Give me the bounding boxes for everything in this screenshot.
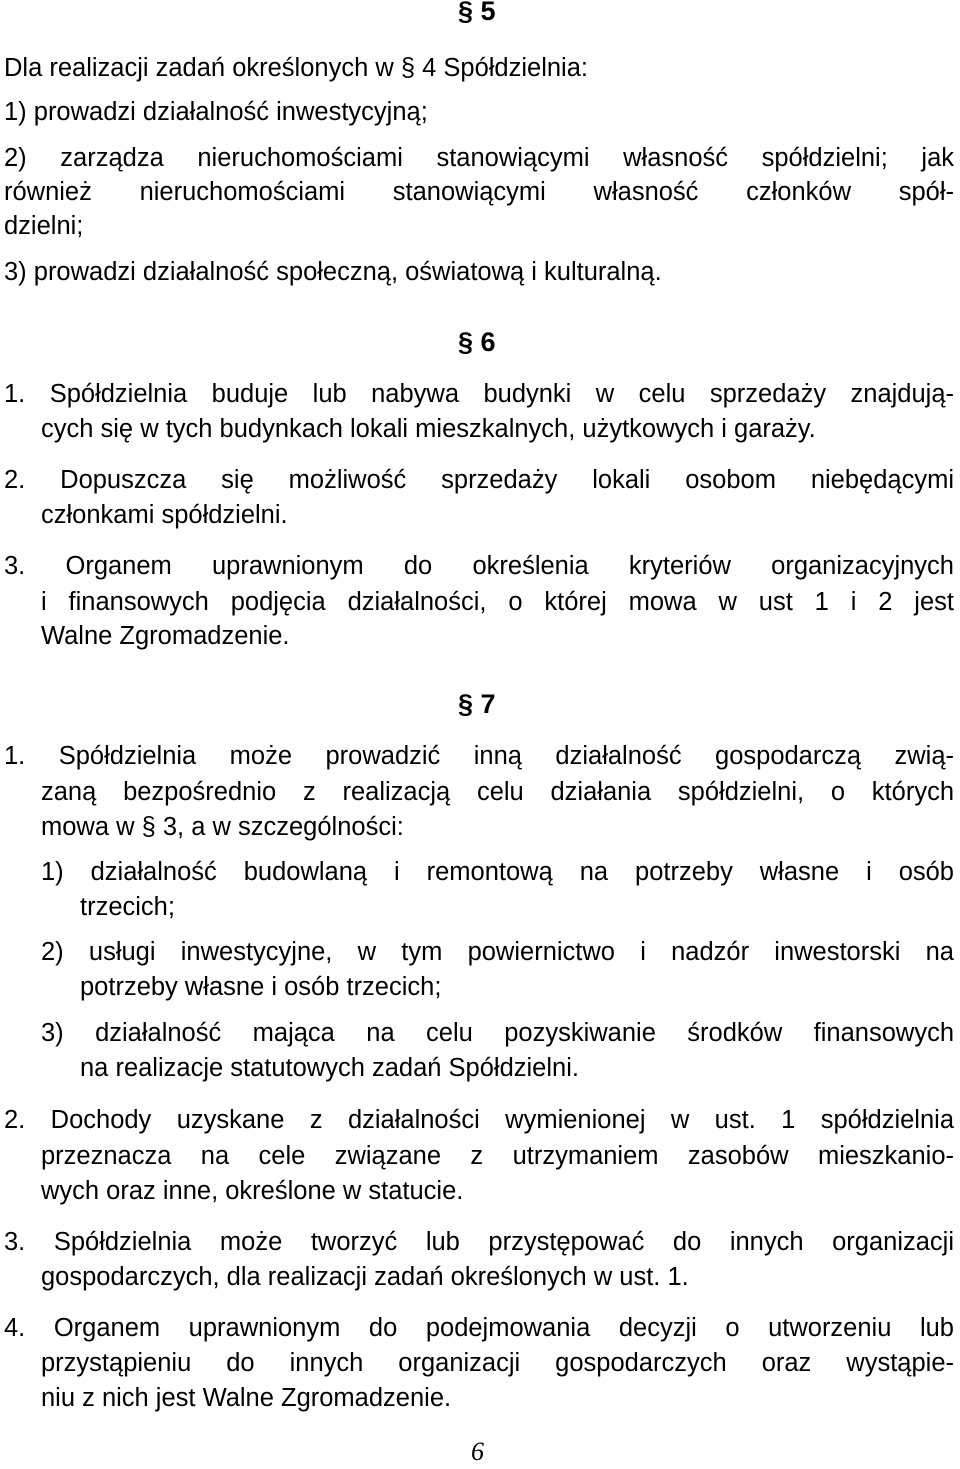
section-6-para-3-line-2: i finansowych podjęcia działalności, o której mowa w ust 1 i 2 jest <box>41 588 954 616</box>
section-6-para-2-line-2: członkami spółdzielni. <box>41 501 288 529</box>
section-7-heading: § 7 <box>458 689 496 719</box>
section-7-subitem-2-line-2: potrzeby własne i osób trzecich; <box>80 973 442 1001</box>
section-7-para-1-line-2: zaną bezpośrednio z realizacją celu działania spółdzielni, o których <box>41 778 954 806</box>
section-7-para-4-line-1: 4. Organem uprawnionym do podejmowania decyzji o utworzeniu lub <box>4 1314 954 1342</box>
section-5-item-2-line-3: dzielni; <box>4 212 84 240</box>
section-6-para-3-line-1: 3. Organem uprawnionym do określenia kryteriów organizacyjnych <box>4 552 954 580</box>
section-7-subitem-1-line-1: 1) działalność budowlaną i remontową na potrzeby własne i osób <box>41 858 954 886</box>
section-6-para-3-line-3: Walne Zgromadzenie. <box>41 622 290 650</box>
section-7-para-3-line-1: 3. Spółdzielnia może tworzyć lub przystępować do innych organizacji <box>4 1228 954 1256</box>
section-7-para-4-line-3: niu z nich jest Walne Zgromadzenie. <box>41 1384 452 1412</box>
section-7-para-1-line-3: mowa w § 3, a w szczególności: <box>41 813 404 841</box>
section-5-item-2-line-2: również nieruchomościami stanowiącymi własność członków spół- <box>4 178 954 206</box>
section-7-para-4-line-2: przystąpieniu do innych organizacji gospodarczych oraz wystąpie- <box>41 1349 954 1377</box>
section-7-subitem-3-line-1: 3) działalność mająca na celu pozyskiwanie środków finansowych <box>41 1019 954 1047</box>
section-5-item-1: 1) prowadzi działalność inwestycyjną; <box>4 98 428 126</box>
section-5-item-2-line-1: 2) zarządza nieruchomościami stanowiącymi własność spółdzielni; jak <box>4 144 954 172</box>
section-7-subitem-2-line-1: 2) usługi inwestycyjne, w tym powiernictwo i nadzór inwestorski na <box>41 938 954 966</box>
section-6-para-1-line-1: 1. Spółdzielnia buduje lub nabywa budynki w celu sprzedaży znajdują- <box>4 380 954 408</box>
section-7-subitem-3-line-2: na realizacje statutowych zadań Spółdzielni. <box>80 1054 579 1082</box>
section-5-intro: Dla realizacji zadań określonych w § 4 Spółdzielnia: <box>4 54 588 82</box>
section-7-para-2-line-3: wych oraz inne, określone w statucie. <box>41 1177 464 1205</box>
section-5-item-3: 3) prowadzi działalność społeczną, oświatową i kulturalną. <box>4 258 662 286</box>
section-7-subitem-1-line-2: trzecich; <box>80 893 175 921</box>
section-7-para-1-line-1: 1. Spółdzielnia może prowadzić inną działalność gospodarczą zwią- <box>4 742 954 770</box>
section-7-para-3-line-2: gospodarczych, dla realizacji zadań określonych w ust. 1. <box>41 1263 689 1291</box>
section-6-heading: § 6 <box>458 327 496 357</box>
section-7-para-2-line-1: 2. Dochody uzyskane z działalności wymienionej w ust. 1 spółdzielnia <box>4 1106 954 1134</box>
section-6-para-2-line-1: 2. Dopuszcza się możliwość sprzedaży lokali osobom niebędącymi <box>4 466 954 494</box>
section-5-heading: § 5 <box>458 0 496 26</box>
section-6-para-1-line-2: cych się w tych budynkach lokali mieszkalnych, użytkowych i garaży. <box>41 415 816 443</box>
section-7-para-2-line-2: przeznacza na cele związane z utrzymaniem zasobów mieszkanio- <box>41 1142 954 1170</box>
page-number: 6 <box>471 1437 484 1466</box>
